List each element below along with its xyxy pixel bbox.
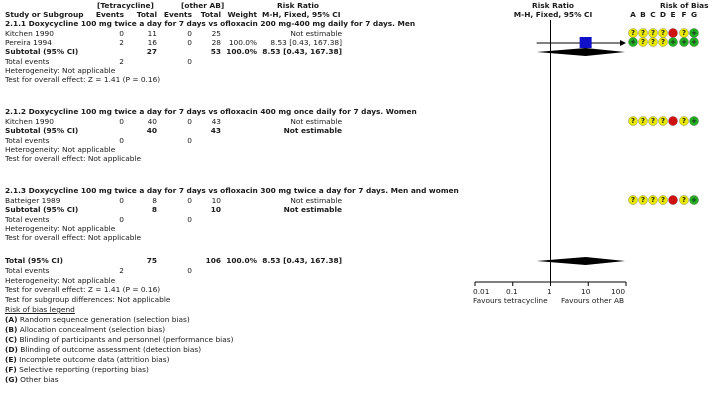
study-name: Batteiger 1989 (5, 196, 61, 205)
ci-cell: Not estimable (290, 29, 342, 38)
ci-cell: 8.53 [0.43, 167.38] (270, 38, 342, 47)
total-label: Total (95% CI) (5, 256, 63, 265)
study-column-header: Study or Subgroup (5, 10, 84, 19)
rob-symbol: + (670, 37, 676, 46)
total2-header: Total (200, 10, 221, 19)
events2-cell: 0 (187, 196, 192, 205)
total2-cell: 43 (211, 117, 221, 126)
rob-symbol: ? (650, 28, 656, 37)
rob-symbol: + (691, 116, 697, 125)
rob-legend-text: Incomplete outcome data (attrition bias) (16, 355, 170, 364)
subgroup-title: 2.1.1 Doxycycline 100 mg twice a day for 7 days vs ofloxacin 200 mg-400 mg daily for 7 days. Men (5, 19, 416, 28)
rob-symbol: ? (640, 37, 646, 46)
heterogeneity-text: Heterogeneity: Not applicable (5, 66, 116, 75)
heterogeneity-text: Heterogeneity: Not applicable (5, 145, 116, 154)
rob-symbol: + (691, 195, 697, 204)
subtotal-label: Subtotal (95% CI) (5, 47, 79, 56)
total-events2: 0 (187, 215, 192, 224)
subtotal-total1: 8 (151, 205, 157, 214)
events1-header: Events (95, 10, 124, 19)
rob-letter: D (659, 10, 667, 19)
subtotal-ci: Not estimable (283, 126, 342, 135)
axis-tick-label: 0.1 (506, 287, 518, 296)
total1-cell: 40 (147, 117, 157, 126)
rob-legend-key: (E) (5, 355, 17, 364)
heterogeneity-text: Heterogeneity: Not applicable (5, 276, 116, 285)
total-events-label: Total events (5, 136, 50, 145)
total-events2: 0 (187, 57, 192, 66)
events1-cell: 0 (119, 29, 124, 38)
rob-symbol: ? (660, 28, 666, 37)
plot-header: Risk Ratio (532, 1, 574, 10)
subtotal-label: Subtotal (95% CI) (5, 205, 79, 214)
weight-header: Weight (227, 10, 257, 19)
rob-symbol: ? (660, 195, 666, 204)
subtotal-ci: 8.53 [0.43, 167.38] (262, 47, 342, 56)
total-events2: 0 (187, 136, 192, 145)
total2-cell: 25 (211, 29, 221, 38)
total-events1: 0 (119, 215, 124, 224)
total-events-label: Total events (5, 57, 50, 66)
rob-symbol: ? (681, 195, 687, 204)
subtotal-label: Subtotal (95% CI) (5, 126, 79, 135)
overall-effect-text: Test for overall effect: Not applicable (5, 233, 142, 242)
subtotal-total1: 40 (146, 126, 157, 135)
rob-symbol: + (691, 28, 697, 37)
total-events1: 0 (119, 136, 124, 145)
rob-symbol: ? (640, 28, 646, 37)
rob-symbol: ? (630, 116, 636, 125)
rob-legend-key: (B) (5, 325, 18, 334)
total1-cell: 8 (152, 196, 157, 205)
rob-symbol: + (630, 37, 636, 46)
total2-cell: 10 (211, 196, 221, 205)
events1-cell: 0 (119, 117, 124, 126)
rob-letter: E (670, 10, 676, 19)
study-name: Kitchen 1990 (5, 117, 54, 126)
rob-legend-text: Random sequence generation (selection bias) (17, 315, 190, 324)
subtotal-ci: Not estimable (283, 205, 342, 214)
rob-header: Risk of Bias (660, 1, 709, 10)
rob-symbol: ? (640, 195, 646, 204)
overall-effect-text: Test for overall effect: Z = 1.41 (P = 0.16) (5, 285, 161, 294)
rob-symbol: ? (630, 28, 636, 37)
subtotal-weight: 100.0% (226, 47, 257, 56)
subtotal-diamond (537, 48, 625, 56)
rob-symbol: ? (660, 37, 666, 46)
axis-tick-label: 1 (547, 287, 552, 296)
overall-diamond (537, 257, 625, 265)
rob-symbol: + (691, 37, 697, 46)
ci-cell: Not estimable (290, 196, 342, 205)
rob-symbol: ? (681, 116, 687, 125)
rr-header: Risk Ratio (277, 1, 319, 10)
ci-cell: Not estimable (290, 117, 342, 126)
rob-legend-text: Allocation concealment (selection bias) (17, 325, 166, 334)
rob-legend-key: (C) (5, 335, 18, 344)
rob-letter: C (650, 10, 656, 19)
total-events2: 0 (187, 266, 192, 275)
subtotal-total2: 53 (210, 47, 221, 56)
events1-cell: 0 (119, 196, 124, 205)
axis-tick-label: 100 (611, 287, 626, 296)
overall-effect-text: Test for overall effect: Not applicable (5, 154, 142, 163)
total2-cell: 28 (211, 38, 221, 47)
plot-method-header: M-H, Fixed, 95% CI (513, 10, 593, 19)
ci-arrow-icon (620, 40, 626, 46)
rob-legend-key: (A) (5, 315, 18, 324)
rob-legend-key: (D) (5, 345, 18, 354)
rob-legend-text: Blinding of participants and personnel (performance bias) (17, 335, 234, 344)
events1-cell: 2 (119, 38, 124, 47)
overall-effect-text: Test for overall effect: Z = 1.41 (P = 0.16) (5, 75, 161, 84)
events2-header: Events (163, 10, 192, 19)
weight-cell: 100.0% (228, 38, 257, 47)
rob-legend-text: Other bias (17, 375, 59, 384)
rob-symbol: - (671, 195, 675, 204)
rob-symbol: ? (660, 116, 666, 125)
events2-cell: 0 (187, 117, 192, 126)
rob-letter: F (681, 10, 687, 19)
rob-legend-key: (G) (5, 375, 18, 384)
events2-cell: 0 (187, 29, 192, 38)
rob-letter: G (690, 10, 698, 19)
rob-symbol: - (671, 116, 675, 125)
rob-symbol: ? (650, 116, 656, 125)
subgroup-title: 2.1.3 Doxycycline 100 mg twice a day for 7 days vs ofloxacin 300 mg twice a day for 7 days. Men and women (5, 186, 459, 195)
total-events1: 2 (119, 57, 124, 66)
rob-legend-text: Blinding of outcome assessment (detection bias) (17, 345, 202, 354)
heterogeneity-text: Heterogeneity: Not applicable (5, 224, 116, 233)
total1-header: Total (136, 10, 157, 19)
subgroup-title: 2.1.2 Doxycycline 100 mg twice a day for 7 days vs ofloxacin 400 mg once daily for 7 days. Women (5, 107, 417, 116)
subtotal-total1: 27 (146, 47, 157, 56)
group1-header: [Tetracycline] (97, 1, 154, 10)
rob-legend-key: (F) (5, 365, 17, 374)
axis-tick-label: 0.01 (473, 287, 490, 296)
rob-symbol: - (671, 28, 675, 37)
rob-symbol: ? (640, 116, 646, 125)
rob-symbol: ? (630, 195, 636, 204)
total-events-label: Total events (5, 215, 50, 224)
subgroup-difference-text: Test for subgroup differences: Not applicable (5, 295, 171, 304)
axis-tick-label: 10 (581, 287, 591, 296)
rob-symbol: ? (650, 195, 656, 204)
subtotal-total2: 43 (210, 126, 221, 135)
favours-left-label: Favours tetracycline (473, 296, 548, 305)
total1-cell: 16 (147, 38, 157, 47)
rob-symbol: ? (681, 28, 687, 37)
rob-symbol: + (681, 37, 687, 46)
rob-symbol: ? (650, 37, 656, 46)
total-events-label: Total events (5, 266, 50, 275)
group2-header: [other AB] (181, 1, 225, 10)
total-weight: 100.0% (226, 256, 257, 265)
study-name: Pereira 1994 (5, 38, 52, 47)
total1-cell: 11 (147, 29, 157, 38)
study-name: Kitchen 1990 (5, 29, 54, 38)
rob-legend-text: Selective reporting (reporting bias) (16, 365, 149, 374)
favours-right-label: Favours other AB (561, 296, 625, 305)
rob-letter: B (640, 10, 646, 19)
total-ci: 8.53 [0.43, 167.38] (262, 256, 342, 265)
total-total2: 106 (205, 256, 221, 265)
events2-cell: 0 (187, 38, 192, 47)
rob-legend-title: Risk of bias legend (5, 305, 75, 314)
total-events1: 2 (119, 266, 124, 275)
rr-method-header: M-H, Fixed, 95% CI (262, 10, 341, 19)
study-weight-square (580, 37, 592, 48)
rob-letter: A (630, 10, 636, 19)
subtotal-total2: 10 (210, 205, 221, 214)
total-total1: 75 (146, 256, 157, 265)
